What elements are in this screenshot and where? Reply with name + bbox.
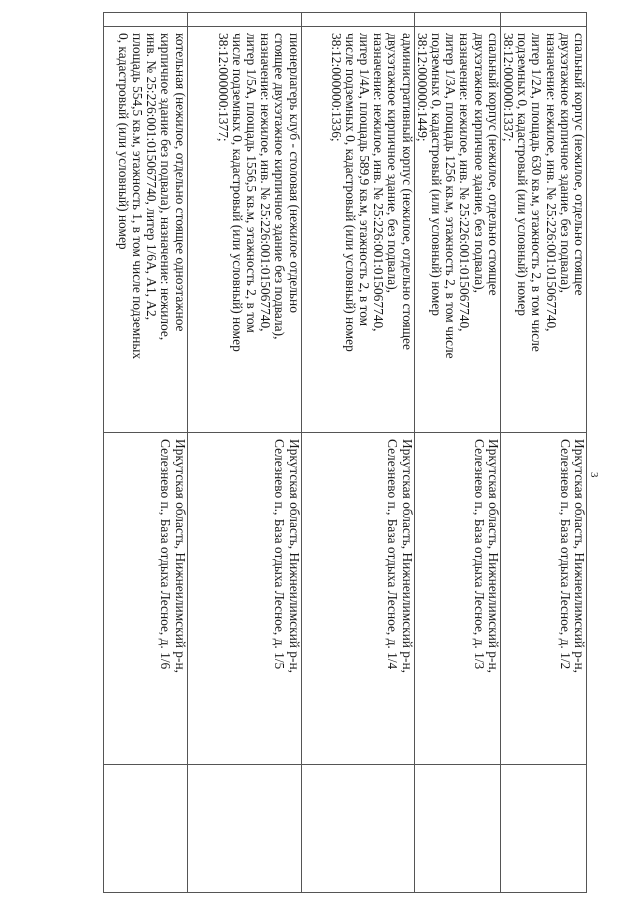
description-line: двухэтажное кирпичное здание, без подвала), xyxy=(471,33,487,293)
description-line: инв. № 25:226:001:015067740, литер 1/6А, А1, А2, xyxy=(144,33,160,321)
description-line: спальный корпус (нежилое, отдельно стоящее xyxy=(572,33,587,296)
empty-cell xyxy=(187,765,301,893)
address-line: Иркутская область, Нижнеилимский р-н, xyxy=(172,439,188,673)
description-line: 38:12:000000:1336; xyxy=(328,33,344,142)
description-line: двухэтажное кирпичное здание, без подвала), xyxy=(385,33,401,293)
description-line: 38:12:000000:1377; xyxy=(215,33,231,142)
address-cell xyxy=(414,433,500,765)
description-line: пионерлагерь клуб - столовая (нежилое отдельно xyxy=(286,33,302,313)
row-number-cell xyxy=(187,13,301,27)
property-table xyxy=(103,12,587,893)
description-line: стоящее двухэтажное кирпичное здание без подвала), xyxy=(272,33,288,340)
description-line: двухэтажное кирпичное здание, без подвала), xyxy=(557,33,573,293)
description-line: литер 1/5А, площадь 1556,5 кв.м, этажность 2, в том xyxy=(243,33,259,333)
address-cell xyxy=(187,433,301,765)
address-cell xyxy=(500,433,586,765)
address-line: Селезнево п., База отдыха Лесное, д. 1/6 xyxy=(158,439,174,670)
address-line: Селезнево п., База отдыха Лесное, д. 1/5 xyxy=(272,439,288,670)
description-line: назначение: нежилое, инв. № 25:226:001:015067740, xyxy=(258,33,274,332)
row-number-cell xyxy=(103,13,187,27)
description-line: подземных 0, кадастровый (или условный) номер xyxy=(428,33,444,316)
description-line: кирпичное здание без подвала), назначение: нежилое, xyxy=(158,33,174,341)
table-row xyxy=(414,13,500,893)
address-line: Селезнево п., База отдыха Лесное, д. 1/4 xyxy=(385,439,401,670)
table-row xyxy=(301,13,414,893)
object-description-cell xyxy=(301,27,414,433)
description-line: 0, кадастровый (или условный) номер xyxy=(115,33,131,250)
description-line: назначение: нежилое, инв. № 25:226:001:015067740, xyxy=(371,33,387,332)
description-line: литер 1/2А, площадь 630 кв.м, этажность 2, в том числе xyxy=(529,33,545,352)
description-line: числе подземных 0, кадастровый (или условный) номер xyxy=(342,33,358,352)
description-line: 38:12:000000:1337; xyxy=(500,33,516,142)
address-line: Иркутская область, Нижнеилимский р-н, xyxy=(572,439,587,673)
address-line: Иркутская область, Нижнеилимский р-н, xyxy=(399,439,415,673)
description-line: площадь 554,5 кв.м, этажность 1, в том числе подземных xyxy=(129,33,145,360)
description-line: числе подземных 0, кадастровый (или условный) номер xyxy=(229,33,245,352)
table-row xyxy=(187,13,301,893)
row-number-cell xyxy=(301,13,414,27)
description-line: подземных 0, кадастровый (или условный) номер xyxy=(515,33,531,316)
object-description-cell xyxy=(500,27,586,433)
empty-cell xyxy=(103,765,187,893)
address-line: Иркутская область, Нижнеилимский р-н, xyxy=(286,439,302,673)
empty-cell xyxy=(500,765,586,893)
description-line: спальный корпус (нежилое, отдельно стоящее xyxy=(485,33,501,296)
description-line: литер 1/3А, площадь 1256 кв.м, этажность 2, в том числе xyxy=(443,33,459,359)
description-line: 38:12:000000:1449; xyxy=(414,33,430,142)
address-cell xyxy=(301,433,414,765)
empty-cell xyxy=(301,765,414,893)
description-line: назначение: нежилое, инв. № 25:226:001:015067740, xyxy=(457,33,473,332)
description-line: административный корпус (нежилое, отдельно стоящее xyxy=(399,33,415,350)
description-line: назначение: нежилое, инв. № 25:226:001:015067740, xyxy=(543,33,559,332)
rotated-page xyxy=(87,12,600,892)
address-line: Иркутская область, Нижнеилимский р-н, xyxy=(485,439,501,673)
empty-cell xyxy=(414,765,500,893)
object-description-cell xyxy=(103,27,187,433)
row-number-cell xyxy=(500,13,586,27)
table-row xyxy=(103,13,187,893)
address-line: Селезнево п., База отдыха Лесное, д. 1/2 xyxy=(557,439,573,670)
object-description-cell xyxy=(187,27,301,433)
address-line: Селезнево п., База отдыха Лесное, д. 1/3 xyxy=(471,439,487,670)
row-number-cell xyxy=(414,13,500,27)
object-description-cell xyxy=(414,27,500,433)
page-number: 3 xyxy=(588,472,600,478)
address-cell xyxy=(103,433,187,765)
description-line: литер 1/4А, площадь 589,9 кв.м, этажность 2, в том xyxy=(356,33,372,327)
table-row xyxy=(500,13,586,893)
description-line: котельная (нежилое, отдельно стоящее одноэтажное xyxy=(172,33,188,332)
